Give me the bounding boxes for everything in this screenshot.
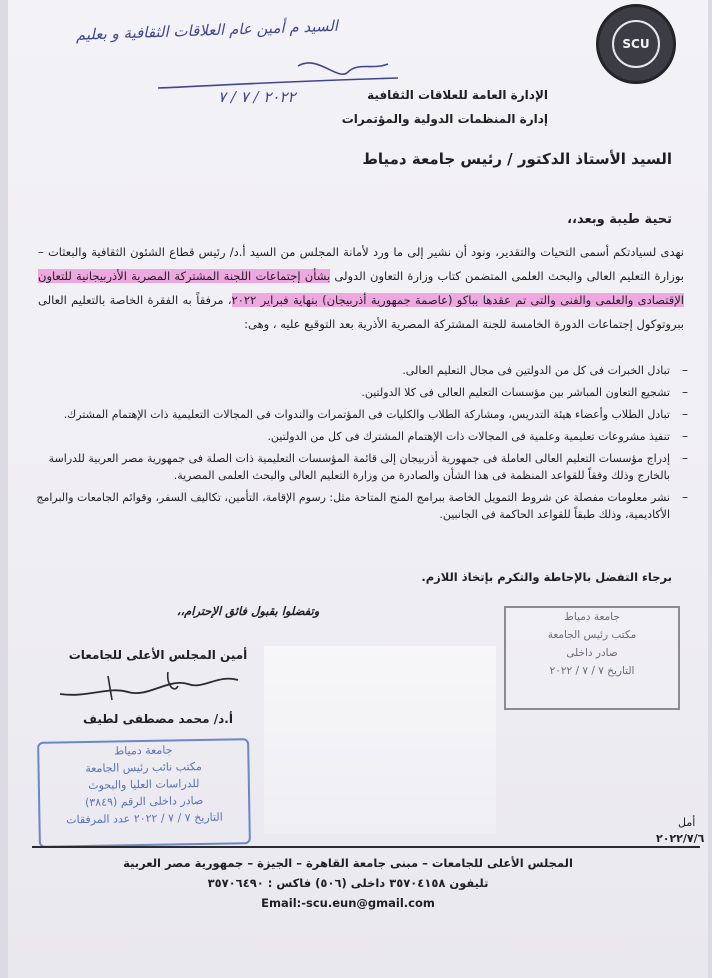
scu-logo-text: SCU bbox=[612, 20, 660, 68]
regards: وتفضلوا بقبول فائق الإحترام،، bbox=[176, 604, 320, 618]
list-item: – نشر معلومات مفصلة عن شروط التمويل الخاصة ببرامج المنح المتاحة مثل: رسوم الإقامة، التأمين، تكاليف السفر، وقوائم الجامعات والبرامج الأكاديمية، وذلك طبقاً للقواعد الحاكمة فى الجانبين. bbox=[36, 490, 688, 521]
stamp-line: للدراسات العليا والبحوث bbox=[88, 777, 200, 792]
list-item: – تبادل الطلاب وأعضاء هيئة التدريس، ومشاركة الطلاب والكليات فى المؤتمرات والندوات فى المجالات التعليمية ذات الإهتمام المشترك. bbox=[63, 407, 688, 421]
body-text-part-1: نهدى لسيادتكم أسمى التحيات والتقدير، ونود أن نشير إلى ما ورد لأمانة المجلس من السيد أ.د/ رئيس قطاع الشئون الثقافية والبعثات – بوزارة التعليم العالى والبحث العلمى المتضمن كتاب وزارة التعاون الدولى bbox=[38, 245, 684, 283]
document-date: ٢٠٢٢/٧/٦ bbox=[656, 832, 705, 845]
footer-phone: تليفون ٣٥٧٠٤١٥٨ داخلى (٥٠٦) فاكس : ٣٥٧٠٦٤٩٠ bbox=[207, 876, 489, 890]
stamp-line: جامعة دمياط bbox=[113, 743, 173, 758]
footer-address: المجلس الأعلى للجامعات – مبنى جامعة القاهرة – الجيزة – جمهورية مصر العربية bbox=[123, 856, 573, 870]
handwritten-note: السيد م أمين عام العلاقات الثقافية و بعليم bbox=[75, 16, 339, 44]
list-item: – تشجيع التعاون المباشر بين مؤسسات التعليم العالى فى كلا الدولتين. bbox=[361, 385, 688, 399]
incoming-stamp bbox=[504, 606, 680, 710]
list-item: – إدراج مؤسسات التعليم العالى العاملة فى جمهورية أذربيجان إلى قائمة المؤسسات التعليمية ذات الصلة فى جمهورية مصر العربية للدراسة بالخارج وذلك وفقاً للقواعد المنظمة فى هذا الشأن والصادرة من وزارة التعليم العالى والبحث العلمى المصرية. bbox=[48, 451, 688, 482]
stamp-line: مكتب رئيس الجامعة bbox=[547, 629, 637, 641]
list-item: – تنفيذ مشروعات تعليمية وعلمية فى المجالات ذات الإهتمام المشترك فى كل من الدولتين. bbox=[267, 429, 688, 443]
signer-name: أ.د/ محمد مصطفى لطيف bbox=[83, 712, 233, 726]
scu-logo bbox=[596, 4, 676, 84]
item-list bbox=[32, 362, 688, 528]
outgoing-stamp bbox=[37, 738, 251, 848]
redacted-area bbox=[264, 646, 496, 834]
body-text-part-2: ، مرفقاً به الفقرة الخاصة بالتعليم العالى ببروتوكول إجتماعات الدورة الخامسة للجنة المشتركة المصرية الأذرية بعد التوقيع عليه ، وهى: bbox=[38, 293, 684, 331]
footer-email: Email:-scu.eun@gmail.com bbox=[261, 896, 435, 910]
initials: أمل bbox=[678, 816, 696, 829]
signature-mark bbox=[48, 664, 248, 714]
list-item: – تبادل الخبرات فى كل من الدولتين فى مجال التعليم العالى. bbox=[402, 363, 688, 377]
handwritten-date: ٢٠٢٢ / ٧ / ٧ bbox=[218, 88, 296, 106]
footer-divider bbox=[32, 846, 700, 848]
closing-request: برجاء التفضل بالإحاطة والتكرم بإتخاذ اللازم. bbox=[421, 570, 672, 584]
stamp-line: التاريخ ٧ / ٧ / ٢٠٢٢ عدد المرفقات bbox=[66, 810, 223, 827]
header-sub-department: إدارة المنظمات الدولية والمؤتمرات bbox=[341, 112, 548, 126]
highlighted-text: بشأن إجتماعات اللجنة المشتركة المصرية الأذربيجانية للتعاون الإقتصادى والعلمى والفنى والتى تم عقدها بباكو (عاصمة جمهورية أذربيجان) بنهاية فبراير ٢٠٢٢ bbox=[38, 269, 684, 307]
stamp-line: صادر داخلى الرقم (٣٨٤٩) bbox=[84, 793, 204, 810]
stamp-line: التاريخ ٧ / ٧ / ٢٠٢٢ bbox=[549, 665, 635, 677]
stamp-line: صادر داخلى bbox=[566, 647, 618, 659]
stamp-line: جامعة دمياط bbox=[564, 611, 620, 623]
signer-title: أمين المجلس الأعلى للجامعات bbox=[68, 648, 248, 662]
salutation: تحية طيبة وبعد،، bbox=[567, 212, 672, 227]
document-page bbox=[8, 0, 708, 978]
addressee: السيد الأستاذ الدكتور / رئيس جامعة دمياط bbox=[362, 150, 672, 168]
header-department: الإدارة العامة للعلاقات الثقافية bbox=[367, 88, 548, 102]
body-paragraph bbox=[38, 240, 684, 336]
stamp-line: مكتب نائب رئيس الجامعة bbox=[85, 759, 202, 776]
